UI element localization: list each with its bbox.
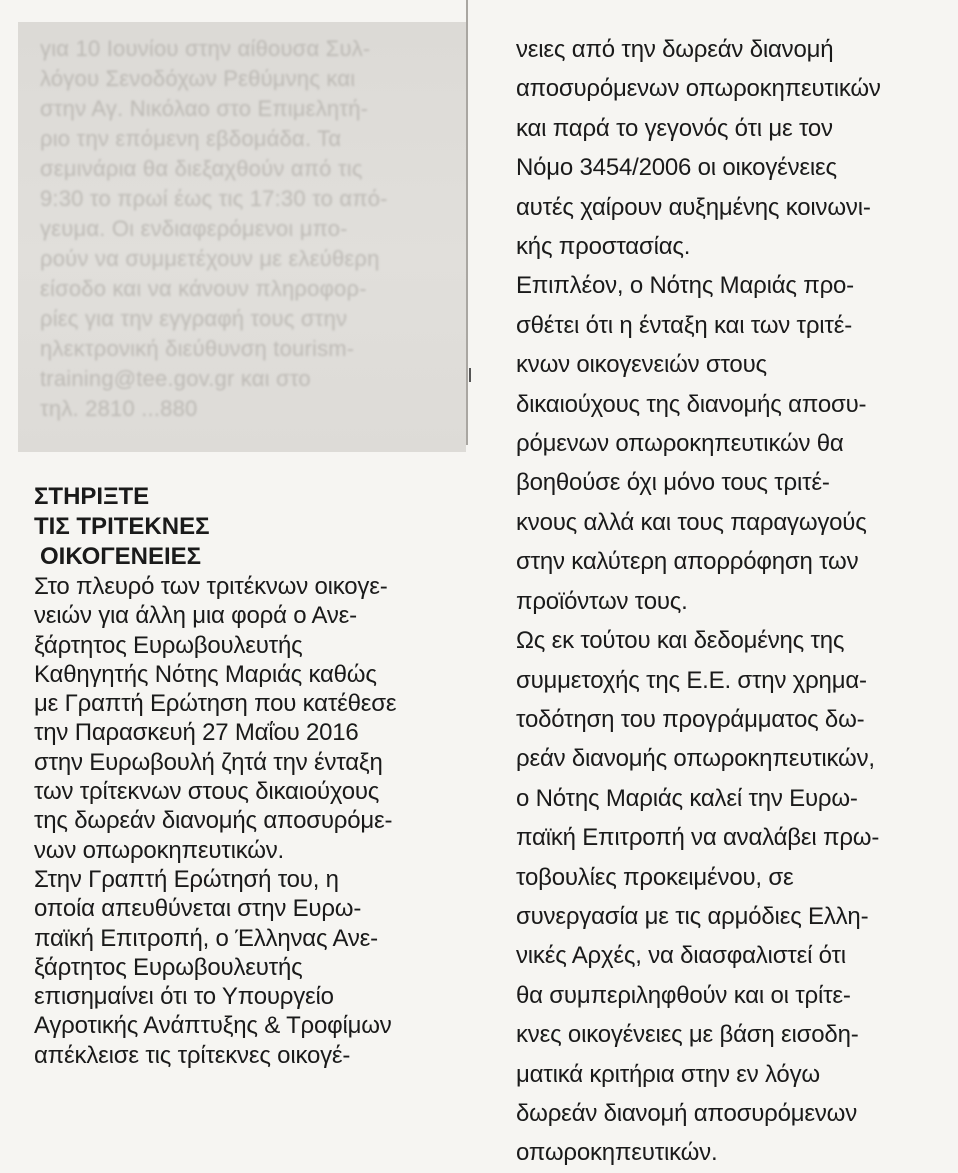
text-line: παϊκή Επιτροπή να αναλάβει πρω- bbox=[516, 824, 880, 852]
text-line: συμμετοχής της Ε.Ε. στην χρημα- bbox=[516, 666, 867, 694]
faded-line: training@tee.gov.gr και στο bbox=[40, 366, 311, 391]
text-line: συνεργασία με τις αρμόδιες Ελλη- bbox=[516, 902, 869, 930]
text-line: δικαιούχους της διανομής αποσυ- bbox=[516, 390, 867, 418]
text-line: με Γραπτή Ερώτηση που κατέθεσε bbox=[34, 690, 397, 718]
text-line: νειών για άλλη μια φορά ο Ανε- bbox=[34, 602, 357, 630]
text-line: στην Ευρωβουλή ζητά την ένταξη bbox=[34, 748, 383, 776]
text-line: απέκλεισε τις τρίτεκνες οικογέ- bbox=[34, 1041, 351, 1069]
text-line: κνες οικογένειες με βάση εισοδη- bbox=[516, 1021, 859, 1049]
text-line: Στην Γραπτή Ερώτησή του, η bbox=[34, 865, 339, 893]
text-line: ρόμενων οπωροκηπευτικών θα bbox=[516, 430, 844, 458]
text-line: ξάρτητος Ευρωβουλευτής bbox=[34, 631, 303, 659]
faded-line: είσοδο και να κάνουν πληροφορ- bbox=[40, 276, 367, 301]
text-line: παϊκή Επιτροπή, ο Έλληνας Ανε- bbox=[34, 924, 378, 952]
heading-line: ΤΙΣ ΤΡΙΤΕΚΝΕΣ bbox=[34, 513, 210, 540]
text-line: Καθηγητής Νότης Μαριάς καθώς bbox=[34, 660, 377, 688]
text-line: αποσυρόμενων οπωροκηπευτικών bbox=[516, 75, 881, 103]
text-line: βοηθούσε όχι μόνο τους τριτέ- bbox=[516, 469, 830, 497]
text-line: τοβουλίες προκειμένου, σε bbox=[516, 863, 794, 891]
heading-line: ΟΙΚΟΓΕΝΕΙΕΣ bbox=[40, 543, 202, 570]
faded-line: ριο την επόμενη εβδομάδα. Τα bbox=[40, 126, 342, 151]
faded-line: ρίες για την εγγραφή τους στην bbox=[40, 306, 348, 331]
text-line: θα συμπεριληφθούν και οι τρίτε- bbox=[516, 981, 851, 1009]
text-line: Νόμο 3454/2006 οι οικογένειες bbox=[516, 154, 837, 182]
faded-previous-article bbox=[18, 22, 466, 452]
text-line: ο Νότης Μαριάς καλεί την Ευρω- bbox=[516, 784, 858, 812]
faded-line: 9:30 το πρωί έως τις 17:30 το από- bbox=[40, 186, 388, 211]
text-line: επισημαίνει ότι το Υπουργείο bbox=[34, 983, 334, 1011]
text-line: στην καλύτερη απορρόφηση των bbox=[516, 548, 859, 576]
faded-line: για 10 Ιουνίου στην αίθουσα Συλ- bbox=[40, 36, 371, 61]
faded-line: σεμινάρια θα διεξαχθούν από τις bbox=[40, 156, 363, 181]
text-line: νειες από την δωρεάν διανομή bbox=[516, 36, 834, 63]
faded-line: στην Αγ. Νικόλαο στο Επιμελητή- bbox=[40, 96, 369, 121]
text-line: Ως εκ τούτου και δεδομένης της bbox=[516, 627, 845, 655]
text-line: κνους αλλά και τους παραγωγούς bbox=[516, 508, 867, 536]
article-left-column bbox=[34, 482, 464, 1070]
text-line: αυτές χαίρουν αυξημένης κοινωνι- bbox=[516, 193, 871, 221]
heading-line: ΣΤΗΡΙΞΤΕ bbox=[34, 483, 150, 510]
text-line: των τρίτεκνων στους δικαιούχους bbox=[34, 778, 380, 806]
article-right-column bbox=[516, 30, 946, 1173]
text-line: Αγροτικής Ανάπτυξης & Τροφίμων bbox=[34, 1012, 392, 1040]
text-line: Στο πλευρό των τριτέκνων οικογε- bbox=[34, 573, 388, 600]
text-line: νων οπωροκηπευτικών. bbox=[34, 836, 285, 864]
text-line: κνων οικογενειών στους bbox=[516, 351, 767, 379]
scan-mark bbox=[469, 368, 471, 382]
text-line: σθέτει ότι η ένταξη και των τριτέ- bbox=[516, 311, 852, 339]
text-line: και παρά το γεγονός ότι με τον bbox=[516, 114, 833, 142]
text-line: νικές Αρχές, να διασφαλιστεί ότι bbox=[516, 942, 846, 970]
faded-line: λόγου Σενοδόχων Ρεθύμνης και bbox=[40, 66, 356, 91]
text-line: οπωροκηπευτικών. bbox=[516, 1139, 718, 1167]
faded-line: γευμα. Οι ενδιαφερόμενοι μπο- bbox=[40, 216, 348, 241]
text-line: προϊόντων τους. bbox=[516, 587, 688, 615]
article-heading bbox=[34, 482, 464, 572]
text-line: ρεάν διανομής οπωροκηπευτικών, bbox=[516, 745, 875, 773]
faded-line: ρούν να συμμετέχουν με ελεύθερη bbox=[40, 246, 380, 271]
text-line: Επιπλέον, ο Νότης Μαριάς προ- bbox=[516, 272, 854, 300]
text-line: οποία απευθύνεται στην Ευρω- bbox=[34, 895, 362, 923]
faded-line: ηλεκτρονική διεύθυνση tourism- bbox=[40, 336, 355, 361]
column-divider bbox=[466, 0, 468, 445]
text-line: κής προστασίας. bbox=[516, 233, 691, 261]
text-line: την Παρασκευή 27 Μαΐου 2016 bbox=[34, 719, 359, 747]
text-line: ξάρτητος Ευρωβουλευτής bbox=[34, 953, 303, 981]
text-line: ματικά κριτήρια στην εν λόγω bbox=[516, 1060, 820, 1088]
faded-line: τηλ. 2810 ...880 bbox=[40, 396, 198, 421]
article-body-left bbox=[34, 572, 464, 1070]
text-line: δωρεάν διανομή αποσυρόμενων bbox=[516, 1099, 857, 1127]
article-body-right bbox=[516, 30, 946, 1173]
text-line: της δωρεάν διανομής αποσυρόμε- bbox=[34, 807, 393, 835]
text-line: τοδότηση του προγράμματος δω- bbox=[516, 705, 865, 733]
